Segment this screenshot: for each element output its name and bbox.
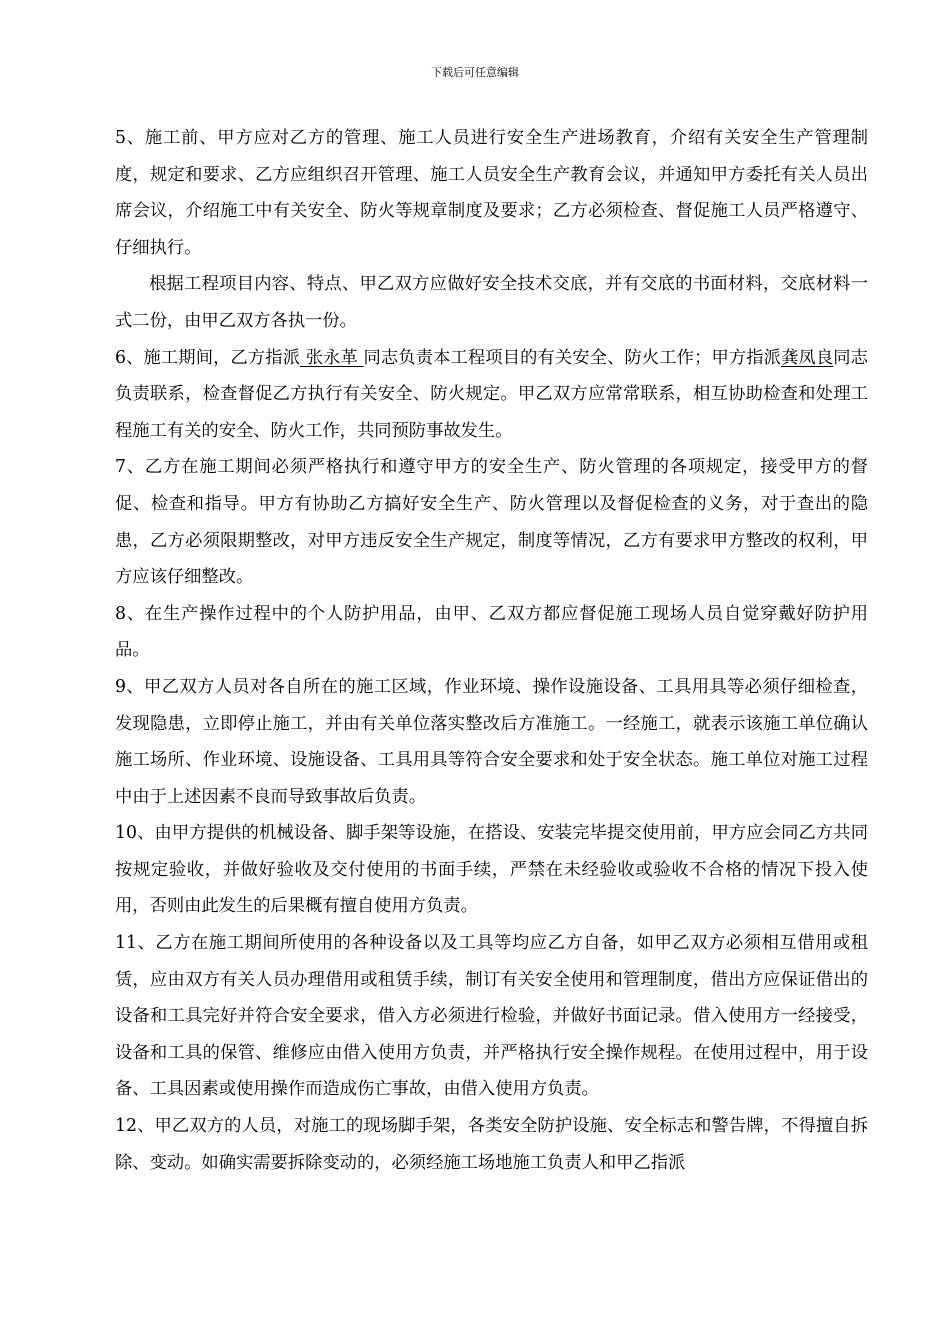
clause-6 [115,340,868,450]
clause-6-text-1: 6、施工期间，乙方指派 [115,347,301,368]
clause-7: 7、乙方在施工期间必须严格执行和遵守甲方的安全生产、防火管理的各项规定，接受甲方的督促、检查和指导。甲方有协助乙方搞好安全生产、防火管理以及督促检查的义务，对于查出的隐患，乙方必须限期整改，对甲方违反安全生产规定，制度等情况，乙方有要求甲方整改的权利，甲方应该仔细整改。 [115,457,868,588]
document-body [115,120,868,1181]
page-header: 下载后可任意编辑 [431,66,519,79]
clause-9: 9、甲乙双方人员对各自所在的施工区域，作业环境、操作设施设备、工具用具等必须仔细检查，发现隐患，立即停止施工，并由有关单位落实整改后方准施工。一经施工，就表示该施工单位确认施工场所、作业环境、设施设备、工具用具等符合安全要求和处于安全状态。施工单位对施工过程中由于上述因素不良而导致事故后负责。 [115,676,868,807]
party-a-representative: 龚凤良 [781,347,834,368]
clause-6-text-3: 同志负责联系，检查督促乙方执行有关安全、防火规定。甲乙双方应常常联系，相互协助检查和处理工程施工有关的安全、防火工作，共同预防事故发生。 [115,347,868,441]
clause-6-text-2: 同志负责本工程项目的有关安全、防火工作；甲方指派 [363,347,782,368]
clause-5: 5、施工前、甲方应对乙方的管理、施工人员进行安全生产进场教育，介绍有关安全生产管理制度，规定和要求、乙方应组织召开管理、施工人员安全生产教育会议，并通知甲方委托有关人员出席会议，介绍施工中有关安全、防火等规章制度及要求；乙方必须检查、督促施工人员严格遵守、仔细执行。 [115,128,868,258]
party-b-representative: 张永革 [300,347,364,368]
clause-8: 8、在生产操作过程中的个人防护用品，由甲、乙双方都应督促施工现场人员自觉穿戴好防护用品。 [115,603,868,661]
clause-11: 11、乙方在施工期间所使用的各种设备以及工具等均应乙方自备，如甲乙双方必须相互借用或租赁，应由双方有关人员办理借用或租赁手续，制订有关安全使用和管理制度，借出方应保证借出的设备和工具完好并符合安全要求，借入方必须进行检验，并做好书面记录。借入使用方一经接受，设备和工具的保管、维修应由借入使用方负责，并严格执行安全操作规程。在使用过程中，用于设备、工具因素或使用操作而造成伤亡事故，由借入使用方负责。 [115,933,868,1100]
clause-10: 10、由甲方提供的机械设备、脚手架等设施，在搭设、安装完毕提交使用前，甲方应会同乙方共同按规定验收，并做好验收及交付使用的书面手续，严禁在未经验收或验收不合格的情况下投入使用，否则由此发生的后果概有擅自使用方负责。 [115,823,868,917]
clause-12: 12、甲乙双方的人员，对施工的现场脚手架，各类安全防护设施、安全标志和警告牌，不得擅自拆除、变动。如确实需要拆除变动的，必须经施工场地施工负责人和甲乙指派 [115,1116,868,1173]
clause-5-disclosure: 根据工程项目内容、特点、甲乙双方应做好安全技术交底，并有交底的书面材料，交底材料一式二份，由甲乙双方各执一份。 [115,274,868,331]
